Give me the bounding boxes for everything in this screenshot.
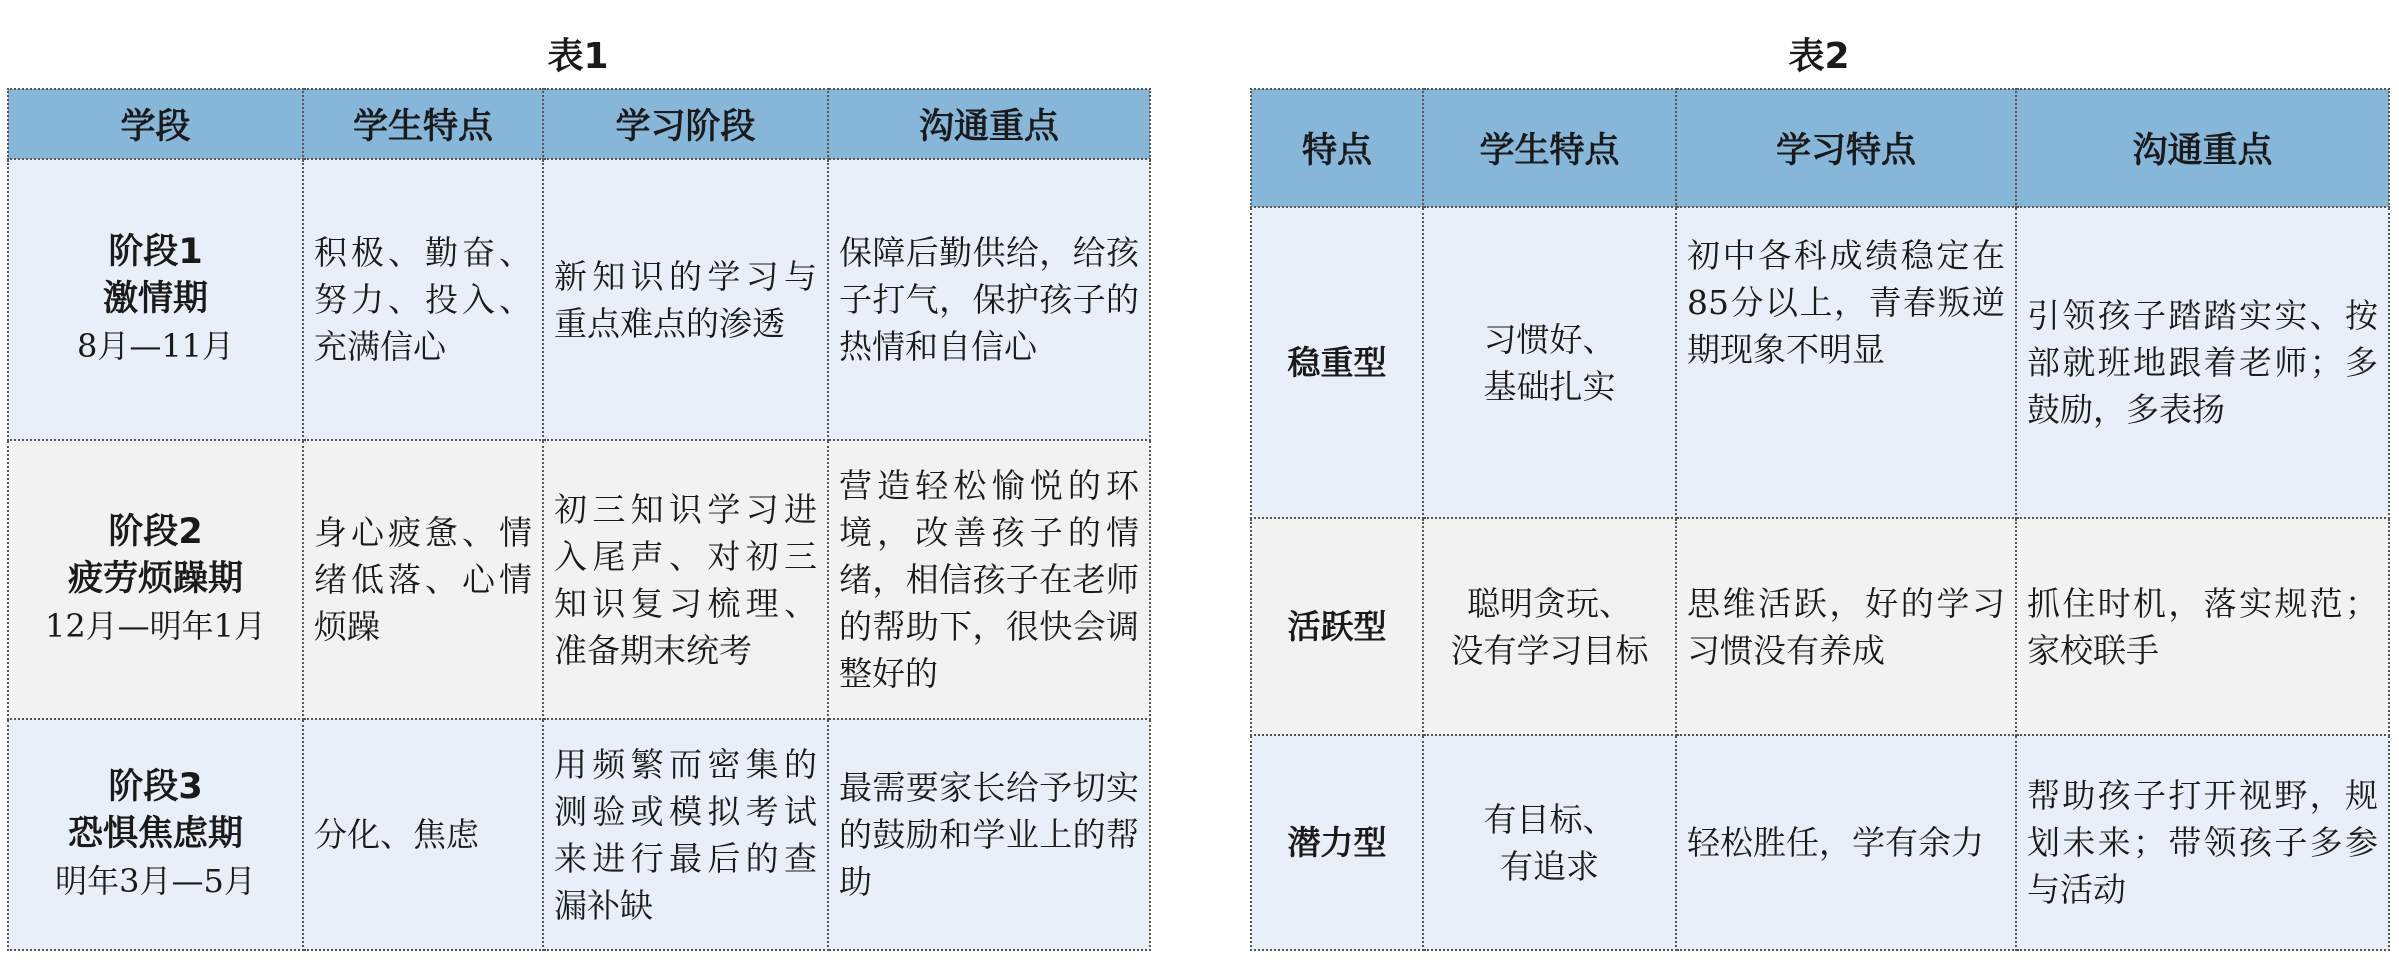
- stage-name: 阶段2: [108, 512, 203, 552]
- stage-phase: 恐惧焦虑期: [67, 814, 243, 854]
- type-cell: 潜力型: [1251, 735, 1423, 950]
- table2-header-type: 特点: [1251, 89, 1423, 207]
- stage-phase: 激情期: [102, 279, 208, 319]
- table2-header-student-traits: 学生特点: [1423, 89, 1676, 207]
- table1-header-focus: 沟通重点: [828, 89, 1150, 159]
- learning-traits-cell: 轻松胜任，学有余力: [1676, 735, 2016, 950]
- table-row: [1251, 735, 2389, 950]
- learning-stage-cell: 新知识的学习与重点难点的渗透: [543, 159, 828, 440]
- table2-caption: 表2: [1788, 36, 1850, 77]
- student-traits-cell: 分化、焦虑: [303, 719, 543, 950]
- learning-traits-cell: 思维活跃，好的学习习惯没有养成: [1676, 518, 2016, 735]
- stage-name: 阶段1: [108, 232, 203, 272]
- focus-cell: 抓住时机，落实规范；家校联手: [2016, 518, 2389, 735]
- stage-name: 阶段3: [108, 767, 203, 807]
- table1-header-student-traits: 学生特点: [303, 89, 543, 159]
- table-row: [8, 159, 1150, 440]
- focus-cell: 帮助孩子打开视野，规划未来；带领孩子多参与活动: [2016, 735, 2389, 950]
- stage-cell: [8, 159, 303, 440]
- student-traits-cell: 身心疲惫、情绪低落、心情烦躁: [303, 440, 543, 719]
- type-cell: 活跃型: [1251, 518, 1423, 735]
- table1-header-stage: 学段: [8, 89, 303, 159]
- table1-header-row: [8, 89, 1150, 159]
- table1-caption: 表1: [547, 36, 609, 77]
- focus-cell: 最需要家长给予切实的鼓励和学业上的帮助: [828, 719, 1150, 950]
- student-traits-cell: 积极、勤奋、努力、投入、充满信心: [303, 159, 543, 440]
- learning-stage-cell: 初三知识学习进入尾声、对初三知识复习梳理、准备期末统考: [543, 440, 828, 719]
- stage-cell: [8, 440, 303, 719]
- stage-date: 明年3月—5月: [55, 862, 256, 900]
- student-traits-cell: [1423, 518, 1676, 735]
- table-row: [8, 719, 1150, 950]
- table2-header-focus: 沟通重点: [2016, 89, 2389, 207]
- student-traits-line: 习惯好、: [1483, 319, 1616, 359]
- table2: [1250, 88, 2390, 951]
- table-row: [1251, 207, 2389, 518]
- stage-date: 8月—11月: [76, 327, 235, 365]
- table-row: [8, 440, 1150, 719]
- focus-cell: 保障后勤供给，给孩子打气，保护孩子的热情和自信心: [828, 159, 1150, 440]
- learning-traits-cell: 初中各科成绩稳定在85分以上，青春叛逆期现象不明显: [1676, 207, 2016, 518]
- student-traits-line: 基础扎实: [1483, 366, 1616, 406]
- table2-header-row: [1251, 89, 2389, 207]
- table1: [7, 88, 1151, 951]
- focus-cell: 引领孩子踏踏实实、按部就班地跟着老师；多鼓励，多表扬: [2016, 207, 2389, 518]
- stage-phase: 疲劳烦躁期: [67, 559, 243, 599]
- learning-stage-cell: 用频繁而密集的测验或模拟考试来进行最后的查漏补缺: [543, 719, 828, 950]
- table2-header-learning-traits: 学习特点: [1676, 89, 2016, 207]
- student-traits-line: 有追求: [1500, 846, 1599, 886]
- stage-cell: [8, 719, 303, 950]
- student-traits-line: 有目标、: [1483, 799, 1616, 839]
- stage-date: 12月—明年1月: [44, 607, 267, 645]
- student-traits-cell: [1423, 207, 1676, 518]
- student-traits-cell: [1423, 735, 1676, 950]
- table-row: [1251, 518, 2389, 735]
- student-traits-line: 聪明贪玩、: [1467, 583, 1632, 623]
- focus-cell: 营造轻松愉悦的环境，改善孩子的情绪，相信孩子在老师的帮助下，很快会调整好的: [828, 440, 1150, 719]
- student-traits-line: 没有学习目标: [1450, 630, 1649, 670]
- table1-header-learning-stage: 学习阶段: [543, 89, 828, 159]
- type-cell: 稳重型: [1251, 207, 1423, 518]
